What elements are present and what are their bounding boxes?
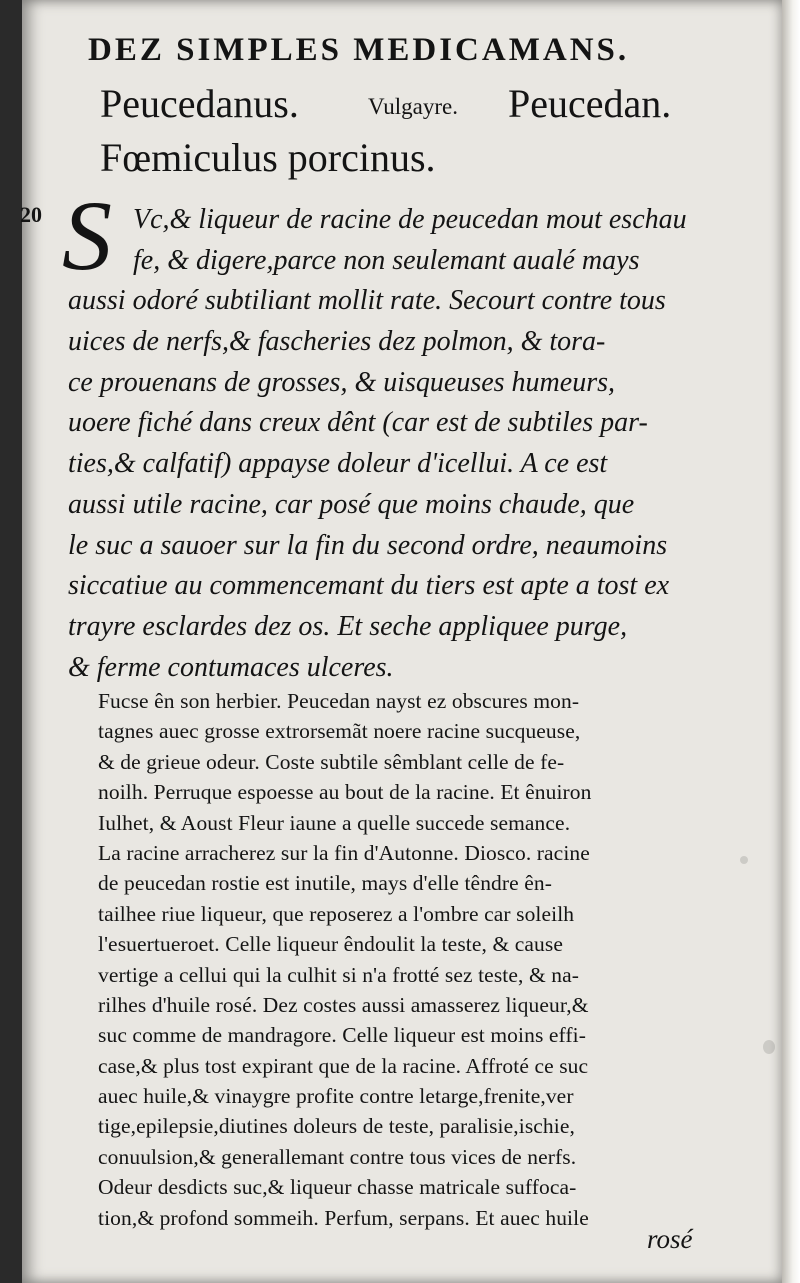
- vulgar-label: Vulgayre.: [368, 94, 458, 119]
- ink-spot: [740, 856, 748, 864]
- text-line: aussi odoré subtiliant mollit rate. Secourt contre tous: [68, 285, 666, 317]
- running-head: DEZ SIMPLES MEDICAMANS.: [88, 32, 630, 68]
- text-line: La racine arracherez sur la fin d'Autonne. Diosco. racine: [98, 840, 590, 865]
- text-line: noilh. Perruque espoesse au bout de la racine. Et ênuiron: [98, 780, 592, 805]
- text-line: vertige a cellui qui la culhit si n'a frotté sez teste, & na-: [98, 962, 580, 987]
- italic-paragraph: [68, 200, 724, 688]
- text-line: conuulsion,& generallemant contre tous vices de nerfs.: [98, 1144, 577, 1169]
- text-line: & ferme contumaces ulceres.: [68, 651, 394, 683]
- text-line: de peucedan rostie est inutile, mays d'elle têndre ên-: [98, 871, 553, 896]
- ink-spot: [763, 1040, 775, 1054]
- text-line: Vc,& liqueur de racine de peucedan mout eschau: [133, 204, 687, 235]
- margin-number: 20: [20, 202, 42, 227]
- text-line: fe, & digere,parce non seulemant aualé mays: [133, 244, 640, 276]
- latin-name: Peucedanus.: [100, 81, 299, 126]
- page-edge: [782, 0, 800, 1283]
- text-line: rilhes d'huile rosé. Dez costes aussi amasserez liqueur,&: [98, 992, 589, 1017]
- text-line: uoere fiché dans creux dênt (car est de subtiles par-: [68, 407, 648, 439]
- text-line: siccatiue au commencemant du tiers est apte a tost ex: [68, 570, 670, 602]
- text-line: auec huile,& vinaygre profite contre letarge,frenite,ver: [98, 1084, 574, 1109]
- text-line: trayre esclardes dez os. Et seche appliquee purge,: [68, 610, 628, 642]
- alternate-name: Fœmiculus porcinus.: [100, 135, 436, 180]
- text-line: case,& plus tost expirant que de la racine. Affroté ce suc: [98, 1053, 589, 1078]
- text-line: & de grieue odeur. Coste subtile sêmblant celle de fe-: [98, 749, 565, 774]
- roman-paragraph: [98, 686, 708, 1233]
- entry-heading: [100, 80, 720, 136]
- vulgar-name: Peucedan.: [508, 81, 672, 126]
- text-line: uices de nerfs,& fascheries dez polmon, & tora-: [68, 326, 606, 358]
- catchword: rosé: [647, 1224, 693, 1254]
- text-line: Iulhet, & Aoust Fleur iaune a quelle succede semance.: [98, 810, 571, 835]
- text-line: tige,epilepsie,diutines doleurs de teste, paralisie,ischie,: [98, 1114, 575, 1139]
- text-line: le suc a sauoer sur la fin du second ordre, neaumoins: [68, 529, 668, 561]
- text-line: l'esuertueroet. Celle liqueur êndoulit la teste, & cause: [98, 932, 563, 957]
- text-line: aussi utile racine, car posé que moins chaude, que: [68, 488, 635, 520]
- text-line: suc comme de mandragore. Celle liqueur est moins effi-: [98, 1023, 587, 1048]
- text-line: tailhee riue liqueur, que reposerez a l'ombre car soleilh: [98, 901, 575, 926]
- text-line: ties,& calfatif) appayse doleur d'icellui. A ce est: [68, 448, 608, 480]
- text-line: tion,& profond sommeih. Perfum, serpans. Et auec huile: [98, 1205, 589, 1230]
- text-line: Odeur desdicts suc,& liqueur chasse matricale suffoca-: [98, 1175, 577, 1200]
- text-line: tagnes auec grosse extrorsemãt noere racine sucqueuse,: [98, 719, 581, 744]
- drop-cap: S: [62, 180, 112, 291]
- text-line: ce prouenans de grosses, & uisqueuses humeurs,: [68, 366, 615, 398]
- text-line: Fucse ên son herbier. Peucedan nayst ez obscures mon-: [98, 689, 580, 713]
